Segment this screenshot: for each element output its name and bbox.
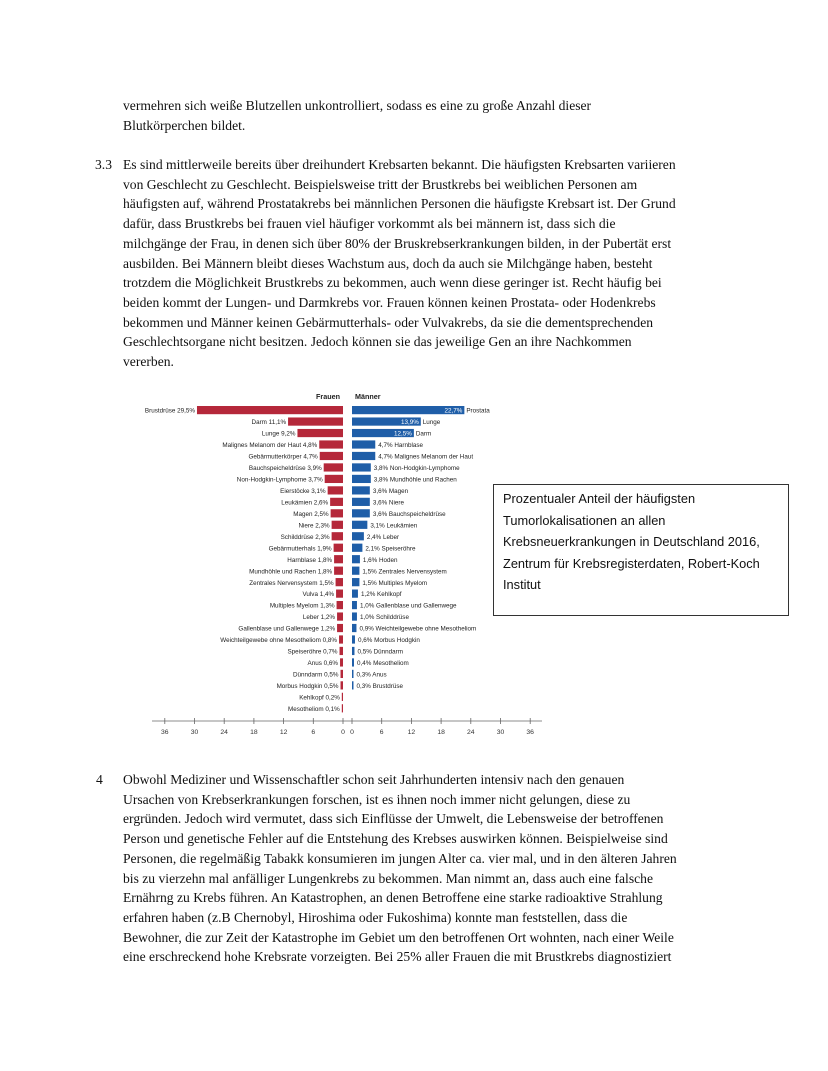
men-bar <box>352 475 371 483</box>
caption-line: Institut <box>503 577 541 593</box>
women-bar <box>340 658 343 666</box>
x-tick-label: 6 <box>311 729 316 736</box>
text-line: dafür, dass Brustkrebs bei frauen viel häufiger vorkommt als bei männern ist, dass sich die <box>123 216 616 232</box>
men-bar <box>352 498 370 506</box>
men-bar <box>352 452 375 460</box>
caption-line: Zentrum für Krebsregisterdaten, Robert-Koch <box>503 555 760 571</box>
women-bar <box>297 429 343 437</box>
men-bar <box>352 590 358 598</box>
x-tick-label: 12 <box>407 729 416 736</box>
women-bar-label: Darm 11,1% <box>251 419 287 427</box>
men-bar-label: 0,3% Brustdrüse <box>356 682 404 690</box>
text-line: bekommen und Männer keinen Gebärmutterhals- oder Vulvakrebs, da sie die dementsprechenden <box>123 314 654 330</box>
text-line: Obwohl Mediziner und Wissenschaftler schon seit Jahrhunderten intensiv nach den genauen <box>123 772 625 787</box>
women-bar-label: Bauchspeicheldrüse 3,9% <box>248 465 322 473</box>
women-bar-label: Gebärmutterhals 1,9% <box>268 545 332 553</box>
men-bar-label: 2,4% Leber <box>366 533 400 541</box>
women-bar <box>330 498 343 506</box>
text-line: milchgänge der Frau, in denen sich über 80% der Bruskrebserkrankungen bilden, in der Pubertät erst <box>123 235 672 251</box>
women-series-label: Frauen <box>316 392 340 401</box>
women-bar <box>337 612 343 620</box>
men-bar-label: 2,1% Speiseröhre <box>365 545 416 553</box>
text-line: von Geschlecht zu Geschlecht. Beispielsweise tritt der Brustkrebs bei weiblichen Personen am <box>123 176 638 192</box>
x-tick-label: 12 <box>279 729 288 736</box>
women-bar-label: Eierstöcke 3,1% <box>280 487 326 495</box>
men-bar-label: 1,0% Gallenblase und Gallenwege <box>359 602 457 610</box>
men-bar-label: 0,6% Morbus Hodgkin <box>357 637 420 645</box>
text-line: bis zu vierzehn mal anfälliger Lungenkrebs zu bekommen. Man nimmt an, dass auch eine falsche <box>123 870 653 886</box>
women-bar-label: Speiseröhre 0,7% <box>287 648 338 656</box>
men-bar-label: Darm <box>415 430 432 438</box>
men-series-label: Männer <box>355 392 381 401</box>
men-bar <box>352 463 371 471</box>
women-bar <box>319 440 343 448</box>
men-bar <box>352 521 367 529</box>
women-bar <box>197 406 343 414</box>
text-line: vererben. <box>123 354 174 370</box>
men-bar <box>352 509 370 517</box>
men-bar <box>352 567 359 575</box>
x-tick-label: 24 <box>467 729 475 736</box>
text-line: Person und genetische Fehler auf die Entstehung des Krebses auswirken können. Beispielweise sind <box>123 831 668 847</box>
women-bar-label: Multiples Myelom 1,3% <box>269 602 335 610</box>
women-bar <box>288 417 343 425</box>
women-bar-label: Mundhöhle und Rachen 1,8% <box>249 568 333 576</box>
text-line: Bewohner, die zur Zeit der Katastrophe im Gebiet um den betroffenen Ort wohnten, nach einer Weile <box>123 929 674 945</box>
women-bar <box>336 578 343 586</box>
women-bar <box>342 704 343 712</box>
women-bar-label: Vulva 1,4% <box>302 591 335 599</box>
women-bar-label: Dünndarm 0,5% <box>293 671 339 679</box>
men-bar <box>352 544 362 552</box>
women-bar <box>339 635 343 643</box>
men-bar-value: 13,9% <box>400 419 419 427</box>
section-number: 4 <box>96 772 103 787</box>
men-bar-label: 3,6% Magen <box>372 487 409 495</box>
x-tick-label: 24 <box>220 729 228 736</box>
men-bar-label: 1,5% Zentrales Nervensystem <box>362 568 447 576</box>
women-bar-label: Mesotheliom 0,1% <box>287 705 340 713</box>
men-bar-label: Prostata <box>466 407 490 415</box>
x-tick-label: 36 <box>526 729 534 736</box>
women-bar-label: Brustdrüse 29,5% <box>144 407 195 415</box>
text-line: Blutkörperchen bildet. <box>123 117 246 133</box>
text-line: Ursachen von Krebserkrankungen forschen, ist es ihnen noch immer nicht gelungen, diese zu <box>123 791 631 807</box>
women-bar-label: Weichteilgewebe ohne Mesotheliom 0,8% <box>220 637 338 645</box>
chart-caption-box <box>493 484 789 616</box>
x-tick-label: 0 <box>341 729 345 736</box>
men-bar-label: 1,5% Multiples Myelom <box>362 579 428 587</box>
women-bar <box>332 521 343 529</box>
men-bar <box>352 578 359 586</box>
women-bar-label: Magen 2,5% <box>293 510 329 518</box>
men-bar-value: 12,5% <box>394 430 412 438</box>
women-bar-label: Malignes Melanom der Haut 4,8% <box>222 442 318 450</box>
men-bar <box>352 624 356 632</box>
x-tick-label: 6 <box>379 729 384 736</box>
text-line: ausbilden. Bei Männern bleibt dieses Wachstum aus, doch da auch sie Milchgänge haben, besteht <box>123 255 653 271</box>
women-bar <box>341 681 343 689</box>
women-bar-label: Kehlkopf 0,2% <box>299 694 340 702</box>
women-bar <box>325 475 343 483</box>
men-bar <box>352 635 355 643</box>
women-bar <box>328 486 343 494</box>
women-bar <box>337 624 343 632</box>
men-bar-label: 3,6% Niere <box>372 499 404 507</box>
x-tick-label: 30 <box>190 729 199 736</box>
men-bar-label: 1,0% Schilddrüse <box>359 614 409 622</box>
men-bar-label: 1,6% Hoden <box>362 556 398 564</box>
women-bar-label: Lunge 9,2% <box>261 430 296 438</box>
text-line: Es sind mittlerweile bereits über dreihundert Krebsarten bekannt. Die häufigsten Krebsarten variieren <box>123 157 676 172</box>
women-bar-label: Leber 1,2% <box>302 614 336 622</box>
women-bar <box>340 647 343 655</box>
section-4-paragraph <box>123 770 677 967</box>
section-3-3-paragraph <box>123 155 676 372</box>
women-bar-label: Gallenblase und Gallenwege 1,2% <box>238 625 336 633</box>
women-bar <box>341 670 343 678</box>
men-bar <box>352 658 354 666</box>
men-bar-label: 0,3% Anus <box>356 671 387 679</box>
text-line: häufigsten auf, während Prostatakrebs bei männlichen Personen die häufigste Krebsart ist. Der Grund <box>123 196 676 212</box>
men-bar-label: 3,6% Bauchspeicheldrüse <box>372 510 446 518</box>
men-bar-label: 4,7% Malignes Melanom der Haut <box>378 453 474 461</box>
text-line: Personen, die regelmäßig Tabakk konsumieren im jungen Alter ca. vier mal, und in den älteren Jahren <box>123 850 677 866</box>
women-bar <box>337 601 343 609</box>
men-bar <box>352 612 357 620</box>
men-bar <box>352 681 353 689</box>
men-bar-label: 0,5% Dünndarm <box>357 648 403 656</box>
text-line: eine erschreckend hohe Krebsrate vorzeigten. Bei 25% aller Frauen die mit Brustkrebs diagnostiziert <box>123 949 672 965</box>
women-bar <box>334 544 343 552</box>
women-bar <box>331 509 343 517</box>
men-bar-label: 0,9% Weichteilgewebe ohne Mesotheliom <box>359 625 477 633</box>
men-bar-label: 3,8% Mundhöhle und Rachen <box>373 476 457 484</box>
men-bar-label: 1,2% Kehlkopf <box>360 591 402 599</box>
men-bar <box>352 532 364 540</box>
women-bar-label: Non-Hodgkin-Lymphome 3,7% <box>236 476 323 484</box>
women-bar-label: Gebärmutterkörper 4,7% <box>248 453 318 461</box>
men-bar <box>352 486 370 494</box>
intro-paragraph <box>123 96 591 135</box>
caption-line: Tumorlokalisationen an allen <box>503 512 666 528</box>
women-bar <box>320 452 343 460</box>
caption-line: Prozentualer Anteil der häufigsten <box>503 491 696 506</box>
men-bar-value: 22,7% <box>444 407 463 415</box>
women-bar <box>342 693 343 701</box>
men-bar <box>352 440 375 448</box>
text-line: vermehren sich weiße Blutzellen unkontrolliert, sodass es eine zu große Anzahl dieser <box>123 98 592 113</box>
text-line: trotzdem die Möglichkeit Brustkrebs zu bekommen, auch wenn diese geringer ist. Recht häufig bei <box>123 275 662 291</box>
x-tick-label: 0 <box>350 729 354 736</box>
women-bar <box>324 463 343 471</box>
men-bar <box>352 670 353 678</box>
women-bar-label: Leukämien 2,6% <box>281 499 329 507</box>
women-bar <box>332 532 343 540</box>
men-bar <box>352 647 354 655</box>
text-line: Ernährng zu Krebs führen. An Katastrophen, an denen Betroffene eine starke radioaktive Strahlung <box>123 890 663 906</box>
women-bar-label: Anus 0,6% <box>307 660 339 668</box>
x-tick-label: 36 <box>161 729 169 736</box>
women-bar <box>336 590 343 598</box>
women-bar-label: Schilddrüse 2,3% <box>280 533 330 541</box>
text-line: beiden kommt der Lungen- und Darmkrebs vor. Frauen können keinen Prostata- oder Hodenkrebs <box>123 294 656 310</box>
women-bar <box>334 567 343 575</box>
caption-line: Krebsneuerkrankungen in Deutschland 2016, <box>503 534 760 550</box>
section-number: 3.3 <box>95 157 112 172</box>
men-bar-label: 0,4% Mesotheliom <box>356 660 409 668</box>
text-line: Geschlechtsorgane nicht besitzen. Jedoch können sie das jeweilige Gen an ihre Nachkommen <box>123 334 632 350</box>
men-bar <box>352 555 360 563</box>
x-tick-label: 18 <box>437 729 445 736</box>
men-bar-label: Lunge <box>422 419 441 427</box>
women-bar-label: Niere 2,3% <box>298 522 330 530</box>
men-bar-label: 3,1% Leukämien <box>370 522 418 530</box>
men-bar-label: 3,8% Non-Hodgkin-Lymphome <box>373 465 460 473</box>
women-bar <box>334 555 343 563</box>
women-bar-label: Morbus Hodgkin 0,5% <box>276 682 339 690</box>
women-bar-label: Zentrales Nervensystem 1,5% <box>249 579 334 587</box>
text-line: ergründen. Jedoch wird vermutet, dass sich Einflüsse der Umwelt, die Lebensweise der betroffenen <box>123 811 664 827</box>
x-tick-label: 18 <box>250 729 258 736</box>
women-bar-label: Harnblase 1,8% <box>287 556 333 564</box>
x-tick-label: 30 <box>496 729 505 736</box>
text-line: erfahren haben (z.B Chernobyl, Hiroshima oder Fukoshima) konnte man feststellen, dass die <box>123 909 628 925</box>
men-bar <box>352 601 357 609</box>
men-bar-label: 4,7% Harnblase <box>378 442 424 450</box>
